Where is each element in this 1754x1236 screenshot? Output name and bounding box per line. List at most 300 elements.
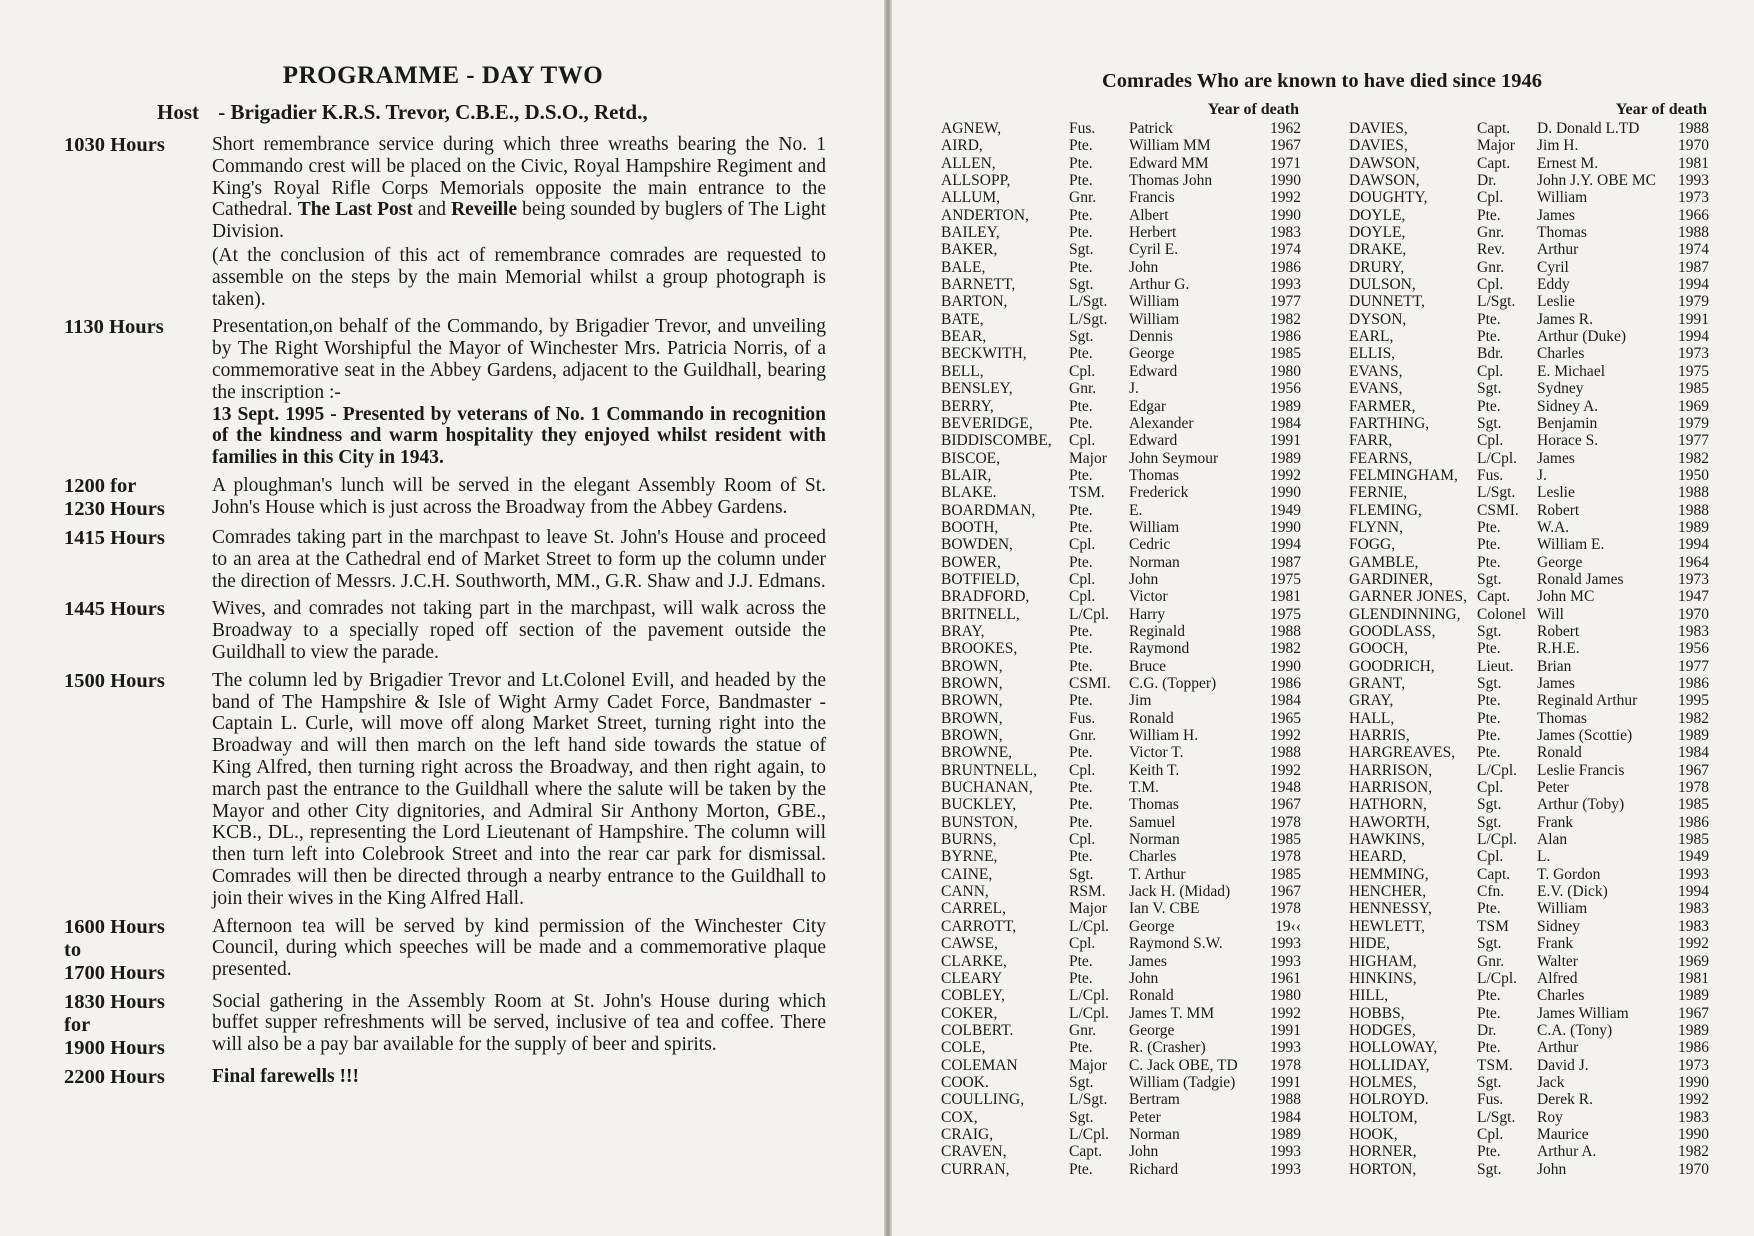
surname: HARGREAVES,	[1349, 744, 1456, 762]
death-entry-row	[941, 1143, 1301, 1160]
rank: Sgt.	[1477, 570, 1502, 588]
first-name: George	[1129, 917, 1175, 935]
rank: Fus.	[1069, 120, 1096, 137]
year-of-death: 1992	[1270, 727, 1301, 745]
first-name: Peter	[1129, 1108, 1161, 1126]
first-name: George	[1537, 553, 1583, 571]
first-name: Arthur (Toby)	[1537, 796, 1625, 814]
death-entry-row	[941, 293, 1301, 310]
first-name: John J.Y. OBE MC	[1537, 172, 1657, 190]
year-of-death: 1990	[1270, 518, 1301, 536]
rank: Sgt.	[1069, 276, 1094, 294]
rank: L/Cpl.	[1069, 1004, 1110, 1022]
surname: DOYLE,	[1349, 206, 1406, 224]
year-of-death: 1995	[1678, 692, 1709, 710]
rank: Pte.	[1477, 900, 1501, 918]
rank: Sgt.	[1477, 414, 1502, 432]
rank: Colonel	[1477, 605, 1527, 623]
first-name: Thomas	[1129, 466, 1179, 484]
rank: Rev.	[1477, 241, 1505, 259]
first-name: Benjamin	[1537, 414, 1598, 432]
death-entry-row	[941, 883, 1301, 900]
first-name: Bruce	[1129, 657, 1167, 675]
death-entry-row	[1349, 536, 1709, 553]
first-name: Leslie Francis	[1537, 761, 1625, 779]
rank: Lieut.	[1477, 657, 1514, 675]
rank: Fus.	[1477, 466, 1504, 484]
first-name: Thomas	[1129, 796, 1179, 814]
surname: HEARD,	[1349, 848, 1407, 866]
first-name: J.	[1129, 380, 1139, 398]
schedule-description	[212, 316, 826, 469]
rank: Pte.	[1477, 987, 1501, 1005]
rank: Pte.	[1069, 1039, 1093, 1057]
surname: GOODLASS,	[1349, 622, 1436, 640]
rank: Cpl.	[1069, 588, 1096, 606]
surname: HOLTOM,	[1349, 1108, 1418, 1126]
year-of-death: 1977	[1270, 293, 1301, 311]
year-of-death: 1994	[1678, 276, 1709, 294]
rank: Sgt.	[1477, 796, 1502, 814]
rank: CSMI.	[1477, 501, 1519, 519]
death-entry-row	[941, 588, 1301, 605]
first-name: Charles	[1537, 345, 1585, 363]
year-of-death: 1956	[1270, 380, 1301, 398]
rank: Dr.	[1477, 1021, 1497, 1039]
surname: FLEMING,	[1349, 501, 1422, 519]
schedule-row	[64, 991, 830, 1060]
surname: BAILEY,	[941, 224, 1000, 242]
rank: Pte.	[1477, 553, 1501, 571]
surname: COKER,	[941, 1004, 998, 1022]
rank: Pte.	[1477, 709, 1501, 727]
death-entry-row	[941, 519, 1301, 536]
surname: FARMER,	[1349, 397, 1416, 415]
first-name: Ronald James	[1537, 570, 1624, 588]
year-of-death: 1987	[1678, 258, 1709, 276]
first-name: Sidney A.	[1537, 397, 1599, 415]
surname: HOOK,	[1349, 1125, 1398, 1143]
year-of-death: 1990	[1270, 657, 1301, 675]
first-name: Cedric	[1129, 536, 1171, 554]
rank: L/Cpl.	[1069, 605, 1110, 623]
first-name: Leslie	[1537, 293, 1575, 311]
rank: Dr.	[1477, 172, 1497, 190]
rank: L/Cpl.	[1477, 761, 1518, 779]
rank: Fus.	[1069, 709, 1096, 727]
surname: BURNS,	[941, 831, 997, 849]
rank: Capt.	[1477, 865, 1511, 883]
death-entry-row	[1349, 953, 1709, 970]
year-of-death: 1973	[1678, 345, 1709, 363]
surname: HARRISON,	[1349, 779, 1433, 797]
rank: Sgt.	[1069, 328, 1094, 346]
year-of-death: 1978	[1270, 900, 1301, 918]
death-entry-row	[1349, 658, 1709, 675]
first-name: Patrick	[1129, 120, 1173, 137]
surname: DRAKE,	[1349, 241, 1407, 259]
deaths-title: Comrades Who are known to have died since 1946	[1101, 70, 1543, 92]
schedule-time: 1500 Hours	[64, 669, 165, 692]
rank: Cpl.	[1477, 779, 1504, 797]
death-entry-row	[1349, 1109, 1709, 1126]
death-entry-row	[941, 1109, 1301, 1126]
death-entry-row	[1349, 1143, 1709, 1160]
year-of-death: 1992	[1270, 1004, 1301, 1022]
first-name: R. (Crasher)	[1129, 1039, 1206, 1057]
rank: Pte.	[1069, 345, 1093, 363]
first-name: E.V. (Dick)	[1537, 883, 1608, 901]
death-entry-row	[1349, 172, 1709, 189]
surname: GLENDINNING,	[1349, 605, 1461, 623]
rank: Pte.	[1477, 727, 1501, 745]
year-of-death: 1993	[1678, 865, 1709, 883]
year-of-death: 1990	[1270, 172, 1301, 190]
year-of-death: 1994	[1678, 536, 1709, 554]
year-of-death: 1989	[1270, 1125, 1301, 1143]
year-of-death: 1992	[1270, 189, 1301, 207]
year-of-death: 1992	[1270, 761, 1301, 779]
first-name: John	[1129, 1143, 1159, 1161]
year-of-death: 1985	[1270, 831, 1301, 849]
year-of-death: 1984	[1270, 1108, 1301, 1126]
surname: BATE,	[941, 310, 984, 328]
death-entry-row	[1349, 276, 1709, 293]
first-name: Norman	[1129, 553, 1180, 571]
surname: BELL,	[941, 362, 984, 380]
year-of-death: 1956	[1678, 640, 1709, 658]
year-of-death: 1983	[1678, 917, 1709, 935]
rank: Cpl.	[1477, 1125, 1504, 1143]
surname: HAWORTH,	[1349, 813, 1430, 831]
schedule-text: Wives, and comrades not taking part in the marchpast, will walk across the Broadway to a specially roped off section of the pavement outside the Guildhall to view the parade.	[212, 598, 826, 663]
year-of-death: 1980	[1270, 987, 1301, 1005]
schedule-text: and	[412, 199, 452, 221]
surname: GRAY,	[1349, 692, 1394, 710]
year-of-death: 1971	[1270, 154, 1301, 172]
first-name: Charles	[1129, 848, 1177, 866]
first-name: Alfred	[1537, 969, 1578, 987]
death-entry-row	[941, 831, 1301, 848]
surname: BLAKE.	[941, 484, 997, 502]
death-entry-row	[941, 918, 1301, 935]
rank: Gnr.	[1069, 727, 1097, 745]
death-entry-row	[1349, 137, 1709, 154]
year-of-death: 1964	[1678, 553, 1709, 571]
death-entry-row	[1349, 710, 1709, 727]
rank: Pte.	[1069, 952, 1093, 970]
rank: Sgt.	[1477, 675, 1502, 692]
year-of-death: 1989	[1678, 987, 1709, 1005]
rank: Cpl.	[1069, 536, 1096, 554]
rank: Cpl.	[1069, 761, 1096, 779]
year-of-death: 1994	[1270, 536, 1301, 554]
surname: CLARKE,	[941, 952, 1007, 970]
rank: Pte.	[1477, 536, 1501, 554]
year-of-death: 1975	[1270, 570, 1301, 588]
rank: Pte.	[1069, 640, 1093, 658]
death-entry-row	[1349, 1005, 1709, 1022]
death-entry-row	[1349, 900, 1709, 917]
death-entry-row	[941, 935, 1301, 952]
year-of-death: 1949	[1678, 848, 1709, 866]
year-of-death: 1974	[1678, 241, 1709, 259]
surname: HIDE,	[1349, 935, 1390, 953]
rank: L/Sgt.	[1069, 310, 1108, 328]
year-of-death: 1969	[1678, 952, 1709, 970]
surname: FARTHING,	[1349, 414, 1430, 432]
first-name: William H.	[1129, 727, 1199, 745]
surname: BROOKES,	[941, 640, 1018, 658]
rank: Pte.	[1477, 206, 1501, 224]
death-entry-row	[941, 380, 1301, 397]
death-entry-row	[941, 172, 1301, 189]
surname: HALL,	[1349, 709, 1395, 727]
year-of-death: 1994	[1678, 328, 1709, 346]
surname: GOODRICH,	[1349, 657, 1435, 675]
schedule-text: Social gathering in the Assembly Room at St. John's House during which buffet supper refreshments will be served, inclusive of tea and coffee. There will also be a pay bar available for the supply of beer and spirits.	[212, 990, 826, 1056]
surname: COULLING,	[941, 1091, 1025, 1109]
death-entry-row	[1349, 883, 1709, 900]
death-entry-row	[1349, 970, 1709, 987]
year-of-death: 1986	[1678, 675, 1709, 692]
surname: ALLEN,	[941, 154, 996, 172]
first-name: Frank	[1537, 935, 1574, 953]
rank: L/Cpl.	[1069, 987, 1110, 1005]
death-entry-row	[1349, 848, 1709, 865]
surname: CAINE,	[941, 865, 993, 883]
death-entry-row	[1349, 831, 1709, 848]
surname: COX,	[941, 1108, 978, 1126]
death-entry-row	[1349, 1039, 1709, 1056]
surname: BIDDISCOMBE,	[941, 432, 1052, 450]
surname: AIRD,	[941, 137, 983, 155]
rank: Sgt.	[1477, 1160, 1502, 1178]
rank: Cpl.	[1477, 432, 1504, 450]
rank: Pte.	[1477, 640, 1501, 658]
first-name: Victor	[1129, 588, 1168, 606]
rank: TSM.	[1477, 1056, 1513, 1074]
first-name: James William	[1537, 1004, 1629, 1022]
year-of-death: 19‹‹	[1275, 917, 1301, 935]
first-name: E.	[1129, 501, 1143, 519]
rank: Cpl.	[1477, 189, 1504, 207]
rank: Bdr.	[1477, 345, 1504, 363]
rank: Cpl.	[1069, 362, 1096, 380]
surname: HARRISON,	[1349, 761, 1433, 779]
death-entry-row	[1349, 1091, 1709, 1108]
programme-schedule	[64, 134, 830, 1095]
surname: DOUGHTY,	[1349, 189, 1428, 207]
surname: GOOCH,	[1349, 640, 1408, 658]
first-name: Jim	[1129, 692, 1152, 710]
death-entry-row	[941, 1057, 1301, 1074]
first-name: Thomas	[1537, 224, 1587, 242]
first-name: William E.	[1537, 536, 1605, 554]
rank: Pte.	[1477, 1143, 1501, 1161]
surname: DAWSON,	[1349, 172, 1420, 190]
rank: Sgt.	[1477, 935, 1502, 953]
year-of-death: 1986	[1678, 813, 1709, 831]
year-of-death: 1983	[1270, 224, 1301, 242]
first-name: William	[1537, 900, 1588, 918]
death-entry-row	[1349, 363, 1709, 380]
year-of-death: 1973	[1678, 570, 1709, 588]
host-label: Host	[157, 100, 199, 124]
death-entry-row	[1349, 918, 1709, 935]
year-of-death: 1993	[1678, 172, 1709, 190]
surname: HENCHER,	[1349, 883, 1427, 901]
rank: L/Sgt.	[1069, 1091, 1108, 1109]
surname: BARNETT,	[941, 276, 1016, 294]
surname: BERRY,	[941, 397, 994, 415]
year-of-death: 1962	[1270, 120, 1301, 137]
first-name: John	[1129, 258, 1159, 276]
rank: Cpl.	[1069, 935, 1096, 953]
death-entry-row	[1349, 311, 1709, 328]
first-name: Dennis	[1129, 328, 1173, 346]
rank: Pte.	[1069, 657, 1093, 675]
death-entry-row	[941, 692, 1301, 709]
surname: HAWKINS,	[1349, 831, 1425, 849]
surname: GARDINER,	[1349, 570, 1433, 588]
schedule-text: being sounded by buglers of The Light Division.	[212, 199, 826, 243]
first-name: William	[1129, 293, 1180, 311]
rank: Sgt.	[1069, 1108, 1094, 1126]
surname: EVANS,	[1349, 362, 1403, 380]
surname: BOWER,	[941, 553, 1001, 571]
rank: Gnr.	[1069, 1021, 1097, 1039]
first-name: Albert	[1129, 206, 1169, 224]
death-entry-row	[1349, 120, 1709, 137]
rank: Fus.	[1477, 1091, 1504, 1109]
death-entry-row	[941, 450, 1301, 467]
year-of-death: 1982	[1678, 449, 1709, 467]
schedule-bold-text: Reveille	[451, 199, 518, 221]
rank: Cpl.	[1069, 570, 1096, 588]
death-entry-row	[1349, 380, 1709, 397]
first-name: Will	[1537, 605, 1564, 623]
first-name: Charles	[1537, 987, 1585, 1005]
schedule-text: Presentation,on behalf of the Commando, by Brigadier Trevor, and unveiling by The Right Worshipful the Mayor of Winchester Mrs. Patricia Norris, of a commemorative seat in the Abbey Gardens, adjacent to the Guildhall, bearing the inscription :-	[212, 316, 826, 403]
death-entry-row	[1349, 259, 1709, 276]
surname: BOOTH,	[941, 518, 999, 536]
year-of-death: 1986	[1270, 675, 1301, 692]
death-entry-row	[941, 814, 1301, 831]
rank: Pte.	[1069, 813, 1093, 831]
year-of-death: 1990	[1678, 1125, 1709, 1143]
surname: HATHORN,	[1349, 796, 1427, 814]
first-name: William	[1129, 518, 1180, 536]
death-entry-row	[941, 658, 1301, 675]
year-of-death: 1980	[1270, 362, 1301, 380]
surname: BUCKLEY,	[941, 796, 1017, 814]
death-entry-row	[941, 1161, 1301, 1178]
surname: GARNER JONES,	[1349, 588, 1467, 606]
rank: Pte.	[1069, 796, 1093, 814]
surname: HILL,	[1349, 987, 1389, 1005]
year-of-death: 1993	[1270, 1160, 1301, 1178]
death-entry-row	[941, 207, 1301, 224]
first-name: Arthur A.	[1537, 1143, 1597, 1161]
rank: Pte.	[1069, 397, 1093, 415]
rank: Sgt.	[1477, 622, 1502, 640]
schedule-text: A ploughman's lunch will be served in the elegant Assembly Room of St. John's House which is just across the Broadway from the Abbey Gardens.	[212, 474, 826, 518]
rank: Pte.	[1069, 969, 1093, 987]
death-entry-row	[941, 155, 1301, 172]
first-name: Cyril	[1537, 258, 1569, 276]
year-of-death: 1994	[1678, 883, 1709, 901]
surname: CARROTT,	[941, 917, 1017, 935]
first-name: Ronald	[1129, 709, 1174, 727]
death-entry-row	[941, 762, 1301, 779]
schedule-bold-block: Final farewells !!!	[212, 1065, 359, 1087]
first-name: Jack H. (Midad)	[1129, 883, 1231, 901]
rank: Sgt.	[1477, 1073, 1502, 1091]
first-name: John	[1129, 969, 1159, 987]
first-name: Harry	[1129, 605, 1166, 623]
rank: RSM.	[1069, 883, 1106, 901]
death-entry-row	[1349, 692, 1709, 709]
first-name: Robert	[1537, 622, 1580, 640]
schedule-row	[64, 475, 830, 521]
rank: Pte.	[1069, 224, 1093, 242]
year-of-death: 1985	[1678, 380, 1709, 398]
year-of-death: 1982	[1678, 709, 1709, 727]
rank: L/Cpl.	[1477, 831, 1518, 849]
rank: Pte.	[1069, 154, 1093, 172]
first-name: Norman	[1129, 831, 1180, 849]
year-of-death: 1977	[1678, 432, 1709, 450]
schedule-time: 1130 Hours	[64, 316, 164, 339]
schedule-time: 1830 Hours for 1900 Hours	[64, 990, 165, 1059]
surname: HORTON,	[1349, 1160, 1417, 1178]
death-entry-row	[941, 276, 1301, 293]
rank: Gnr.	[1477, 258, 1505, 276]
schedule-description	[212, 134, 826, 310]
surname: HOLROYD.	[1349, 1091, 1429, 1109]
death-entry-row	[1349, 293, 1709, 310]
first-name: Frank	[1537, 813, 1574, 831]
first-name: Cyril E.	[1129, 241, 1179, 259]
death-entry-row	[941, 120, 1301, 137]
surname: BROWN,	[941, 675, 1003, 692]
year-of-death: 1986	[1678, 1039, 1709, 1057]
surname: BRADFORD,	[941, 588, 1030, 606]
surname: BENSLEY,	[941, 380, 1013, 398]
year-of-death: 1979	[1678, 414, 1709, 432]
surname: BUCHANAN,	[941, 779, 1033, 797]
year-of-death: 1991	[1270, 1021, 1301, 1039]
programme-title: PROGRAMME - DAY TWO	[282, 62, 604, 89]
schedule-description	[212, 1066, 826, 1089]
death-entry-row	[1349, 502, 1709, 519]
year-of-death: 1988	[1270, 622, 1301, 640]
year-of-death: 1949	[1270, 501, 1301, 519]
surname: BRITNELL,	[941, 605, 1020, 623]
schedule-row	[64, 527, 830, 592]
schedule-time: 1200 for 1230 Hours	[64, 474, 165, 520]
death-entry-row	[941, 900, 1301, 917]
rank: Pte.	[1069, 692, 1093, 710]
first-name: Horace S.	[1537, 432, 1599, 450]
year-of-death: 1965	[1270, 709, 1301, 727]
rank: Pte.	[1477, 692, 1501, 710]
first-name: W.A.	[1537, 518, 1570, 536]
year-of-death: 1989	[1270, 397, 1301, 415]
first-name: L.	[1537, 848, 1551, 866]
year-of-death-header: Year of death	[1615, 101, 1707, 118]
